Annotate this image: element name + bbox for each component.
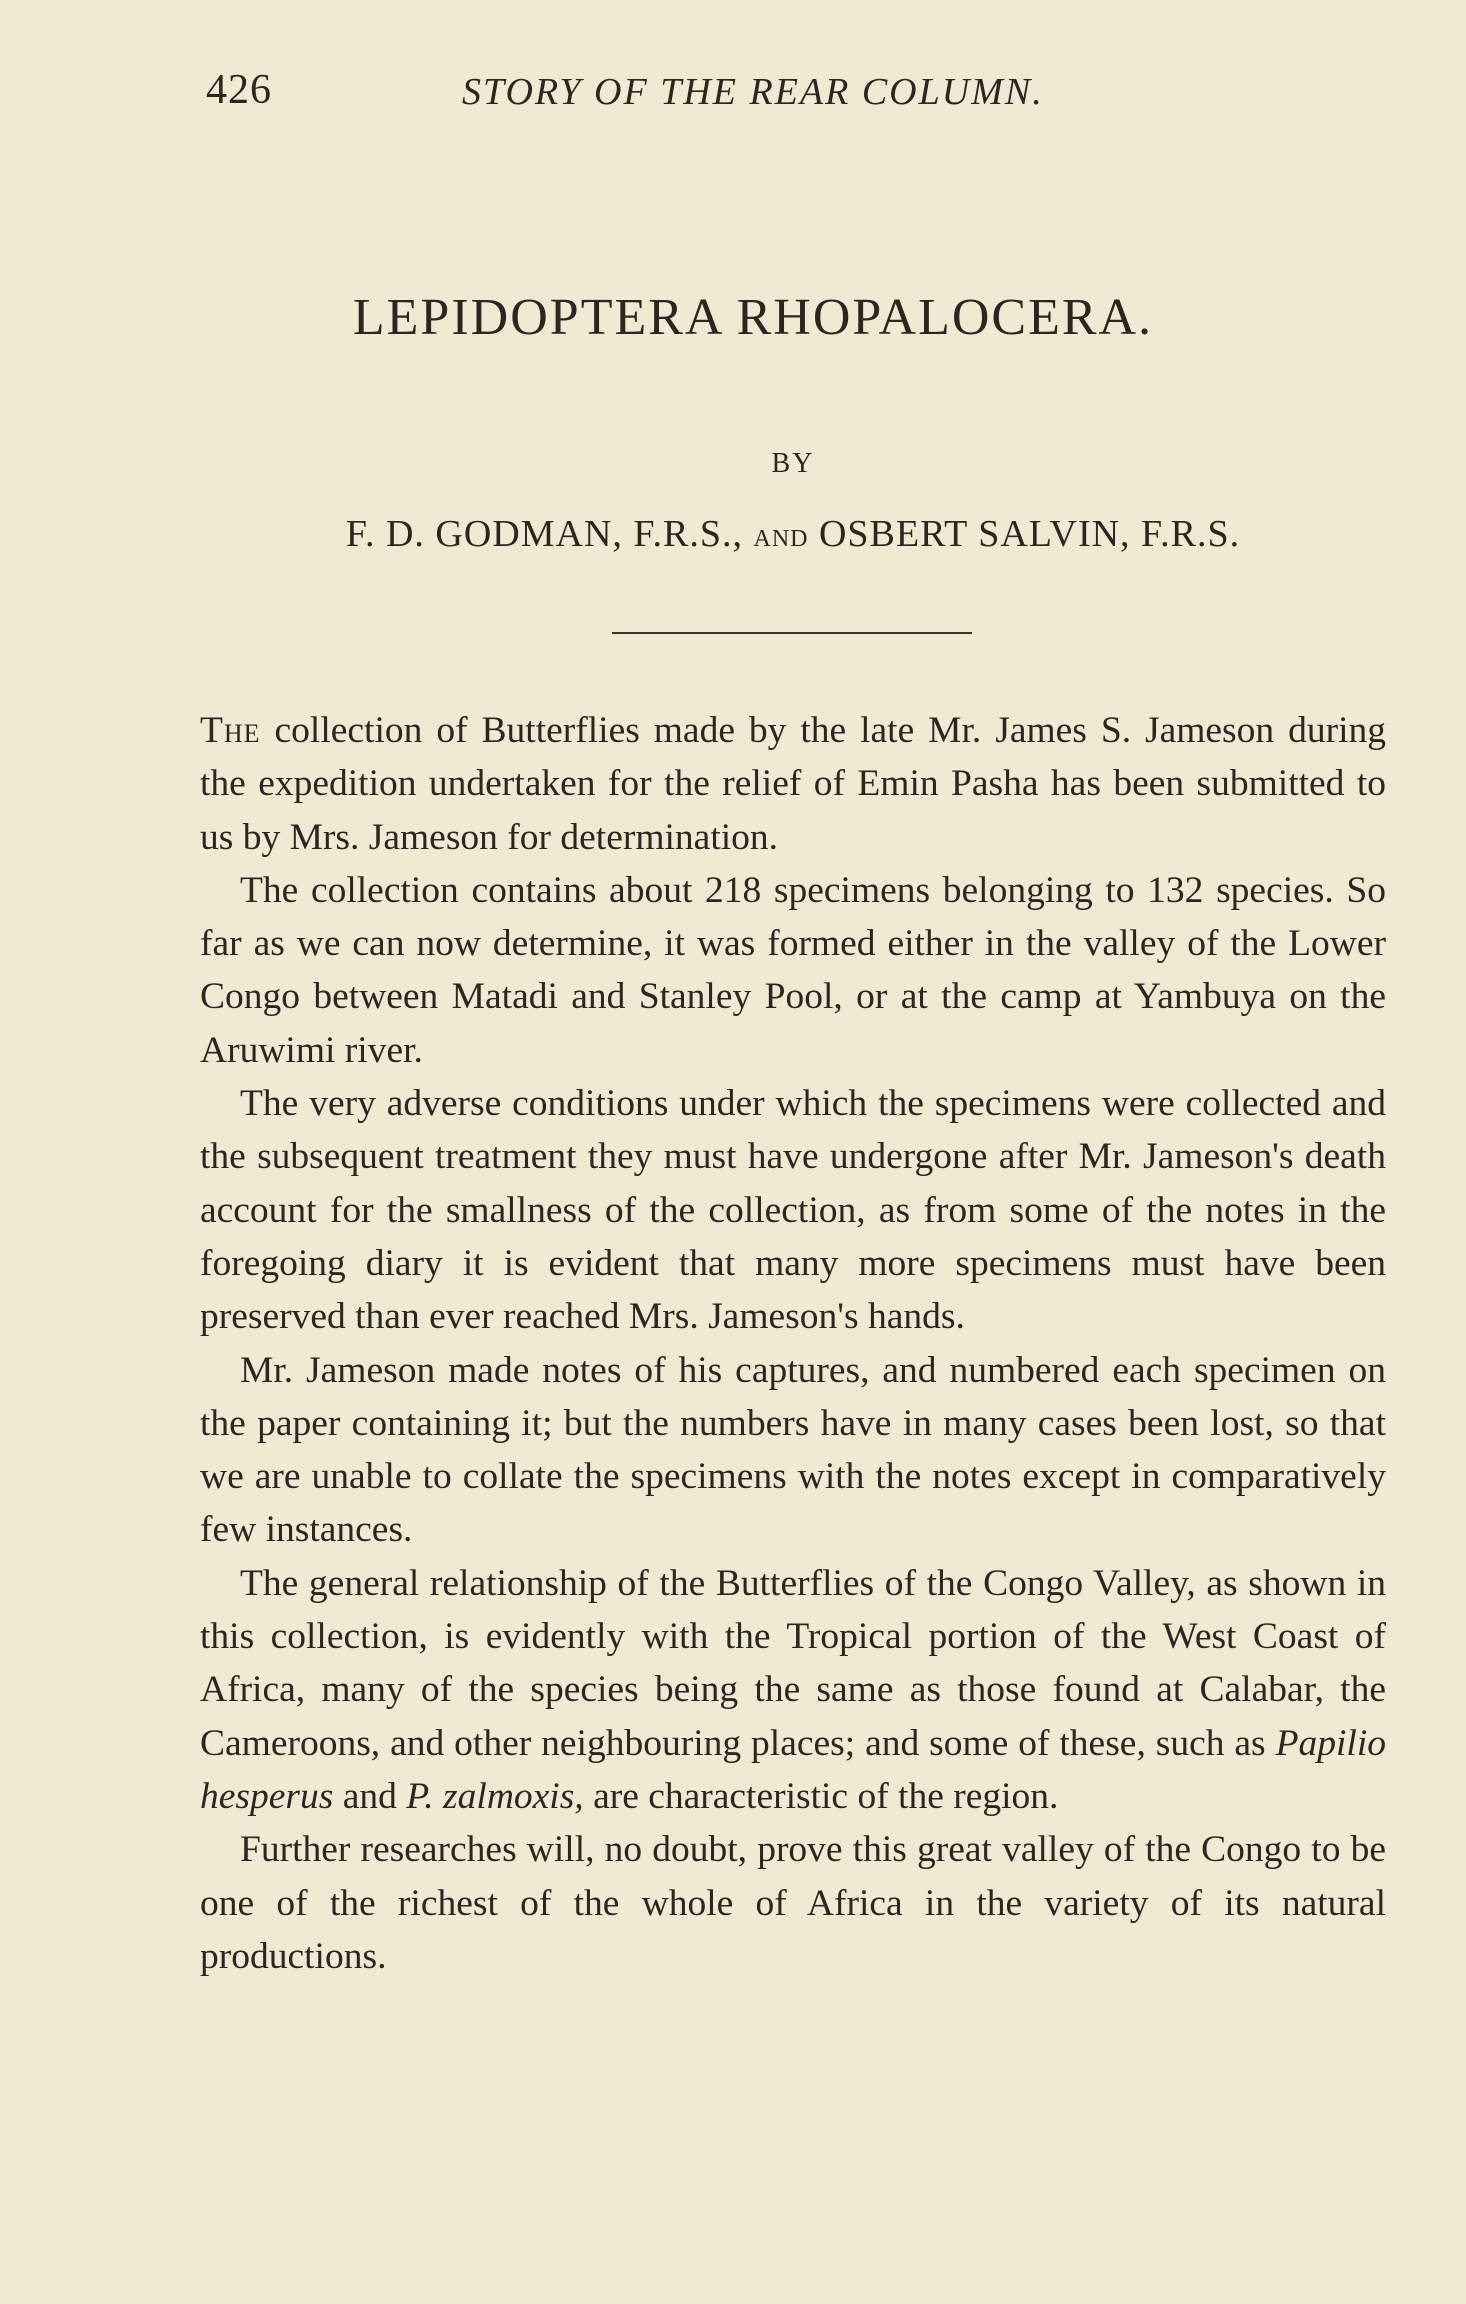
- paragraph-5-text-c: are characteristic of the region.: [593, 1775, 1059, 1817]
- byline-label: BY: [771, 448, 815, 479]
- section-divider: [612, 632, 972, 634]
- paragraph-3: The very adverse conditions under which the specimens were collected and the subsequent treatment they must have undergone after Mr. Jameson's death account for the smallness of the collection, as from some of the notes in the foregoing diary it is evident that many more specimens must have been preserved than ever reached Mrs. Jameson's hands.: [200, 1083, 1386, 1338]
- species-papilio-hesperus: Papilio hesperus: [200, 1722, 1387, 1817]
- article-body: [200, 704, 1386, 1983]
- article-title: LEPIDOPTERA RHOPALOCERA.: [352, 289, 1154, 346]
- paragraph-5: [200, 1557, 1386, 1823]
- paragraph-1: [200, 704, 1386, 864]
- paragraph-1-lead: The: [200, 710, 261, 751]
- paragraph-5-text-a: The general relationship of the Butterflies of the Congo Valley, as shown in this collection, is evidently with the Tropical portion of the West Coast of Africa, many of the species being the same as those found at Calabar, the Cameroons, and other neighbouring places; and some of these, such as: [200, 1562, 1386, 1764]
- paragraph-2: The collection contains about 218 specimens belonging to 132 species. So far as we can now determine, it was formed either in the valley of the Lower Congo between Matadi and Stanley Pool, or at the camp at Yambuya on the Aruwimi river.: [200, 869, 1386, 1071]
- paragraph-4: Mr. Jameson made notes of his captures, and numbered each specimen on the paper containing it; but the numbers have in many cases been lost, so that we are unable to collate the specimens with the notes except in comparatively few instances.: [200, 1349, 1386, 1551]
- species-p-zalmoxis: P. zalmoxis,: [406, 1775, 584, 1817]
- paragraph-1-text: collection of Butterflies made by the late Mr. James S. Jameson during the expedition undertaken for the relief of Emin Pasha has been submitted to us by Mrs. Jameson for determination.: [200, 710, 1387, 858]
- page-number: 426: [206, 67, 272, 113]
- paragraph-5-text-b: and: [342, 1775, 397, 1817]
- author-salvin: OSBERT SALVIN, F.R.S.: [818, 513, 1241, 555]
- running-head: [206, 66, 1166, 122]
- authors-line: [0, 512, 1466, 556]
- authors-conjunction: AND: [753, 526, 809, 552]
- author-godman: F. D. GODMAN, F.R.S.,: [345, 513, 743, 555]
- paragraph-6: Further researches will, no doubt, prove this great valley of the Congo to be one of the richest of the whole of Africa in the variety of its natural productions.: [200, 1829, 1386, 1977]
- running-title: STORY OF THE REAR COLUMN.: [462, 71, 1044, 113]
